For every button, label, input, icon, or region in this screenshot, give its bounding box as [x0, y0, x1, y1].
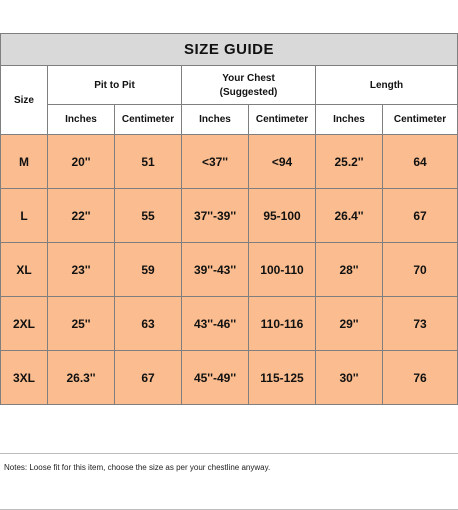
cell-size: 2XL — [1, 297, 48, 351]
cell-chest-inches: 39''-43'' — [182, 243, 249, 297]
subheader-inches: Inches — [48, 105, 115, 135]
cell-pit-cm: 55 — [115, 189, 182, 243]
header-size: Size — [1, 66, 48, 135]
table-row — [1, 189, 458, 243]
cell-pit-cm: 51 — [115, 135, 182, 189]
cell-length-cm: 76 — [383, 351, 458, 405]
cell-length-inches: 28'' — [316, 243, 383, 297]
cell-pit-inches: 25'' — [48, 297, 115, 351]
cell-pit-inches: 26.3'' — [48, 351, 115, 405]
size-guide — [0, 33, 458, 475]
cell-length-cm: 70 — [383, 243, 458, 297]
cell-size: L — [1, 189, 48, 243]
cell-chest-inches: 37''-39'' — [182, 189, 249, 243]
size-guide-table — [0, 33, 458, 405]
notes-box — [0, 453, 458, 510]
notes-text: Notes: Loose fit for this item, choose the size as per your chestline anyway. — [4, 463, 271, 472]
cell-pit-inches: 23'' — [48, 243, 115, 297]
subheader-inches: Inches — [316, 105, 383, 135]
cell-chest-inches: 43''-46'' — [182, 297, 249, 351]
subheader-centimeter: Centimeter — [115, 105, 182, 135]
cell-chest-cm: 100-110 — [249, 243, 316, 297]
cell-size: M — [1, 135, 48, 189]
table-row — [1, 297, 458, 351]
cell-length-cm: 67 — [383, 189, 458, 243]
cell-length-inches: 29'' — [316, 297, 383, 351]
cell-chest-inches: <37'' — [182, 135, 249, 189]
subheader-centimeter: Centimeter — [249, 105, 316, 135]
cell-pit-inches: 20'' — [48, 135, 115, 189]
cell-size: XL — [1, 243, 48, 297]
cell-chest-cm: 95-100 — [249, 189, 316, 243]
cell-length-inches: 25.2'' — [316, 135, 383, 189]
cell-pit-inches: 22'' — [48, 189, 115, 243]
cell-pit-cm: 59 — [115, 243, 182, 297]
header-length: Length — [316, 66, 458, 105]
table-row — [1, 135, 458, 189]
cell-pit-cm: 67 — [115, 351, 182, 405]
table-title: SIZE GUIDE — [1, 34, 458, 66]
header-your-chest-line1: Your Chest — [222, 72, 275, 84]
table-row — [1, 243, 458, 297]
cell-length-cm: 73 — [383, 297, 458, 351]
cell-chest-cm: 115-125 — [249, 351, 316, 405]
subheader-inches: Inches — [182, 105, 249, 135]
table-row — [1, 351, 458, 405]
header-your-chest-line2: (Suggested) — [219, 86, 278, 98]
subheader-centimeter: Centimeter — [383, 105, 458, 135]
cell-pit-cm: 63 — [115, 297, 182, 351]
cell-length-inches: 26.4'' — [316, 189, 383, 243]
cell-size: 3XL — [1, 351, 48, 405]
header-pit-to-pit: Pit to Pit — [48, 66, 182, 105]
cell-length-inches: 30'' — [316, 351, 383, 405]
cell-chest-cm: 110-116 — [249, 297, 316, 351]
cell-chest-inches: 45''-49'' — [182, 351, 249, 405]
header-your-chest — [182, 66, 316, 105]
cell-length-cm: 64 — [383, 135, 458, 189]
cell-chest-cm: <94 — [249, 135, 316, 189]
